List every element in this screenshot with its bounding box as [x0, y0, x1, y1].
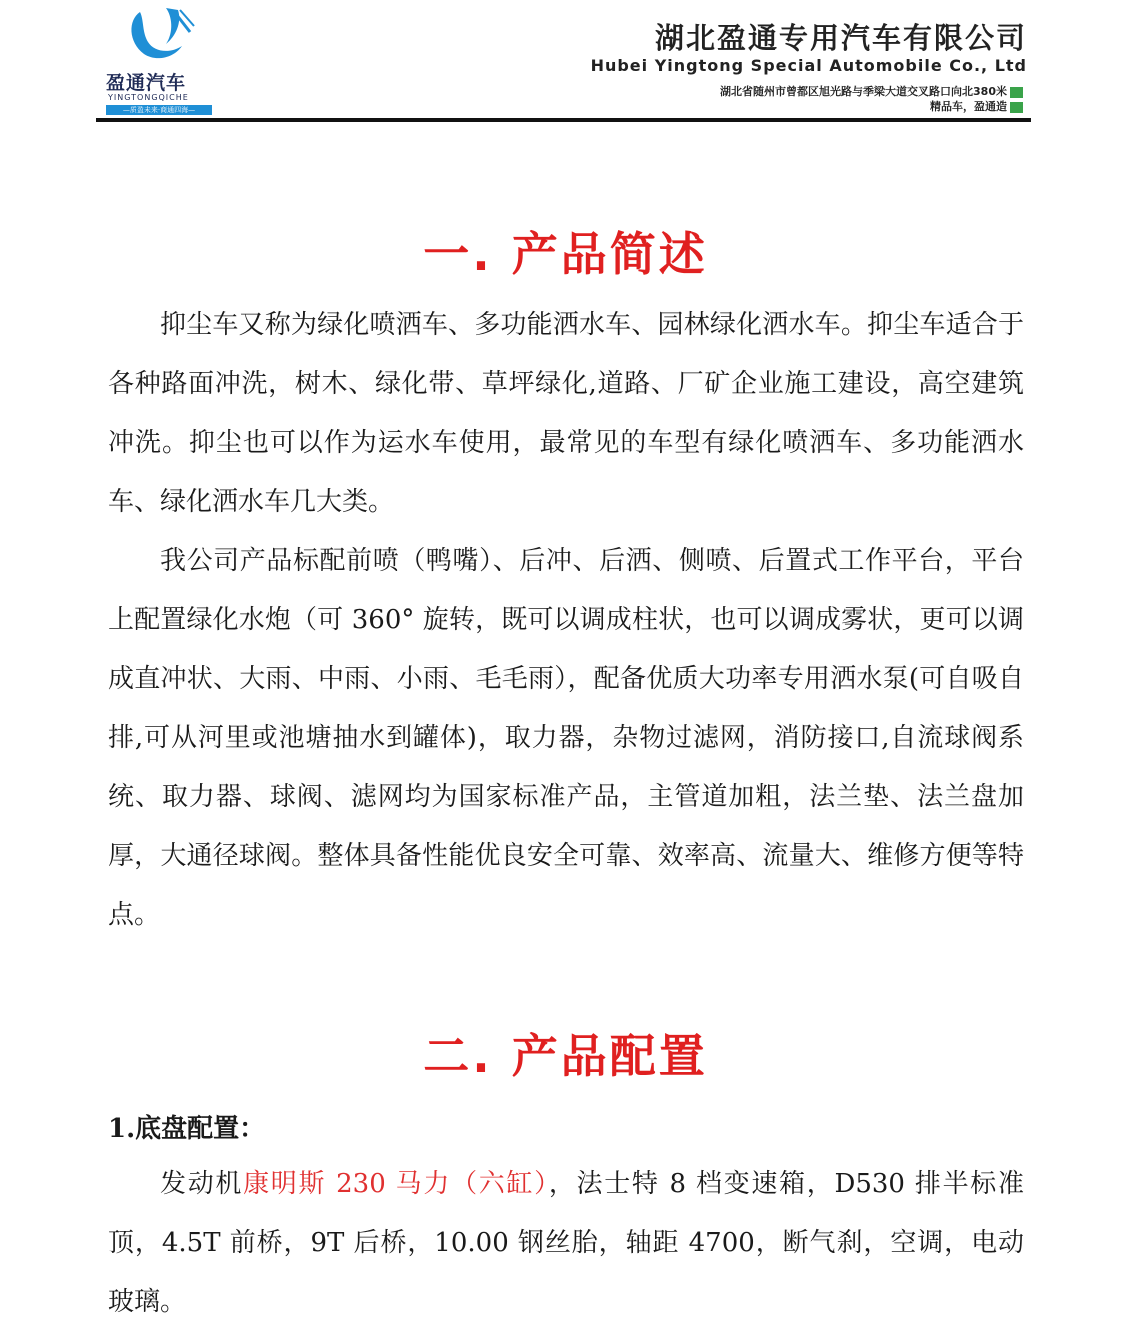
header-divider: [96, 118, 1031, 122]
tagline-text: 精品车，盈通造: [930, 100, 1007, 113]
company-name-chinese: 湖北盈通专用汽车有限公司: [654, 21, 1027, 55]
section-title-configuration: 二. 产品配置: [423, 1029, 708, 1083]
address-text: 湖北省随州市曾都区旭光路与季梁大道交叉路口向北380米: [720, 85, 1007, 98]
location-badge-icon: [1010, 87, 1023, 98]
company-logo: [100, 6, 220, 116]
company-tagline: [930, 98, 1023, 114]
brand-badge-icon: [1010, 102, 1023, 113]
chassis-config-heading: 1.底盘配置：: [108, 1114, 266, 1144]
chassis-config-paragraph: [108, 1155, 1024, 1332]
company-name-english: Hubei Yingtong Special Automobile Co., Ltd: [590, 56, 1027, 75]
chassis-details: ，法士特 8 档变速箱，D530 排半标准顶，4.5T 前桥，9T 后桥，10.00 钢丝胎，轴距 4700，断气刹，空调，电动玻璃。: [108, 1169, 1024, 1317]
logo-text: 盈通汽车: [106, 72, 187, 94]
logo-mark-icon: [120, 6, 196, 68]
engine-highlight: 康明斯 230 马力（六缸）: [243, 1169, 549, 1199]
overview-paragraph-2: 我公司产品标配前喷（鸭嘴）、后冲、后洒、侧喷、后置式工作平台，平台上配置绿化水炮（可 360° 旋转，既可以调成柱状，也可以调成雾状，更可以调成直冲状、大雨、中雨、小雨、毛毛雨），配备优质大功率专用洒水泵(可自吸自排,可从河里或池塘抽水到罐体)，取力器，杂物过滤网，消防接口,自流球阀系统、取力器、球阀、滤网均为国家标准产品，主管道加粗，法兰垫、法兰盘加厚，大通径球阀。整体具备性能优良安全可靠、效率高、流量大、维修方便等特点。: [108, 546, 1024, 930]
section-title-overview: 一. 产品简述: [423, 227, 708, 281]
logo-english-text: YINGTONGQICHE: [108, 93, 189, 102]
company-address: [720, 83, 1023, 99]
overview-paragraph-1: 抑尘车又称为绿化喷洒车、多功能洒水车、园林绿化洒水车。抑尘车适合于各种路面冲洗，树木、绿化带、草坪绿化,道路、厂矿企业施工建设，高空建筑冲洗。抑尘也可以作为运水车使用，最常见的车型有绿化喷洒车、多功能洒水车、绿化洒水车几大类。: [108, 310, 1024, 517]
chassis-prefix: 发动机: [160, 1169, 244, 1199]
logo-slogan: —质盈未来·商通四海—: [106, 105, 212, 115]
